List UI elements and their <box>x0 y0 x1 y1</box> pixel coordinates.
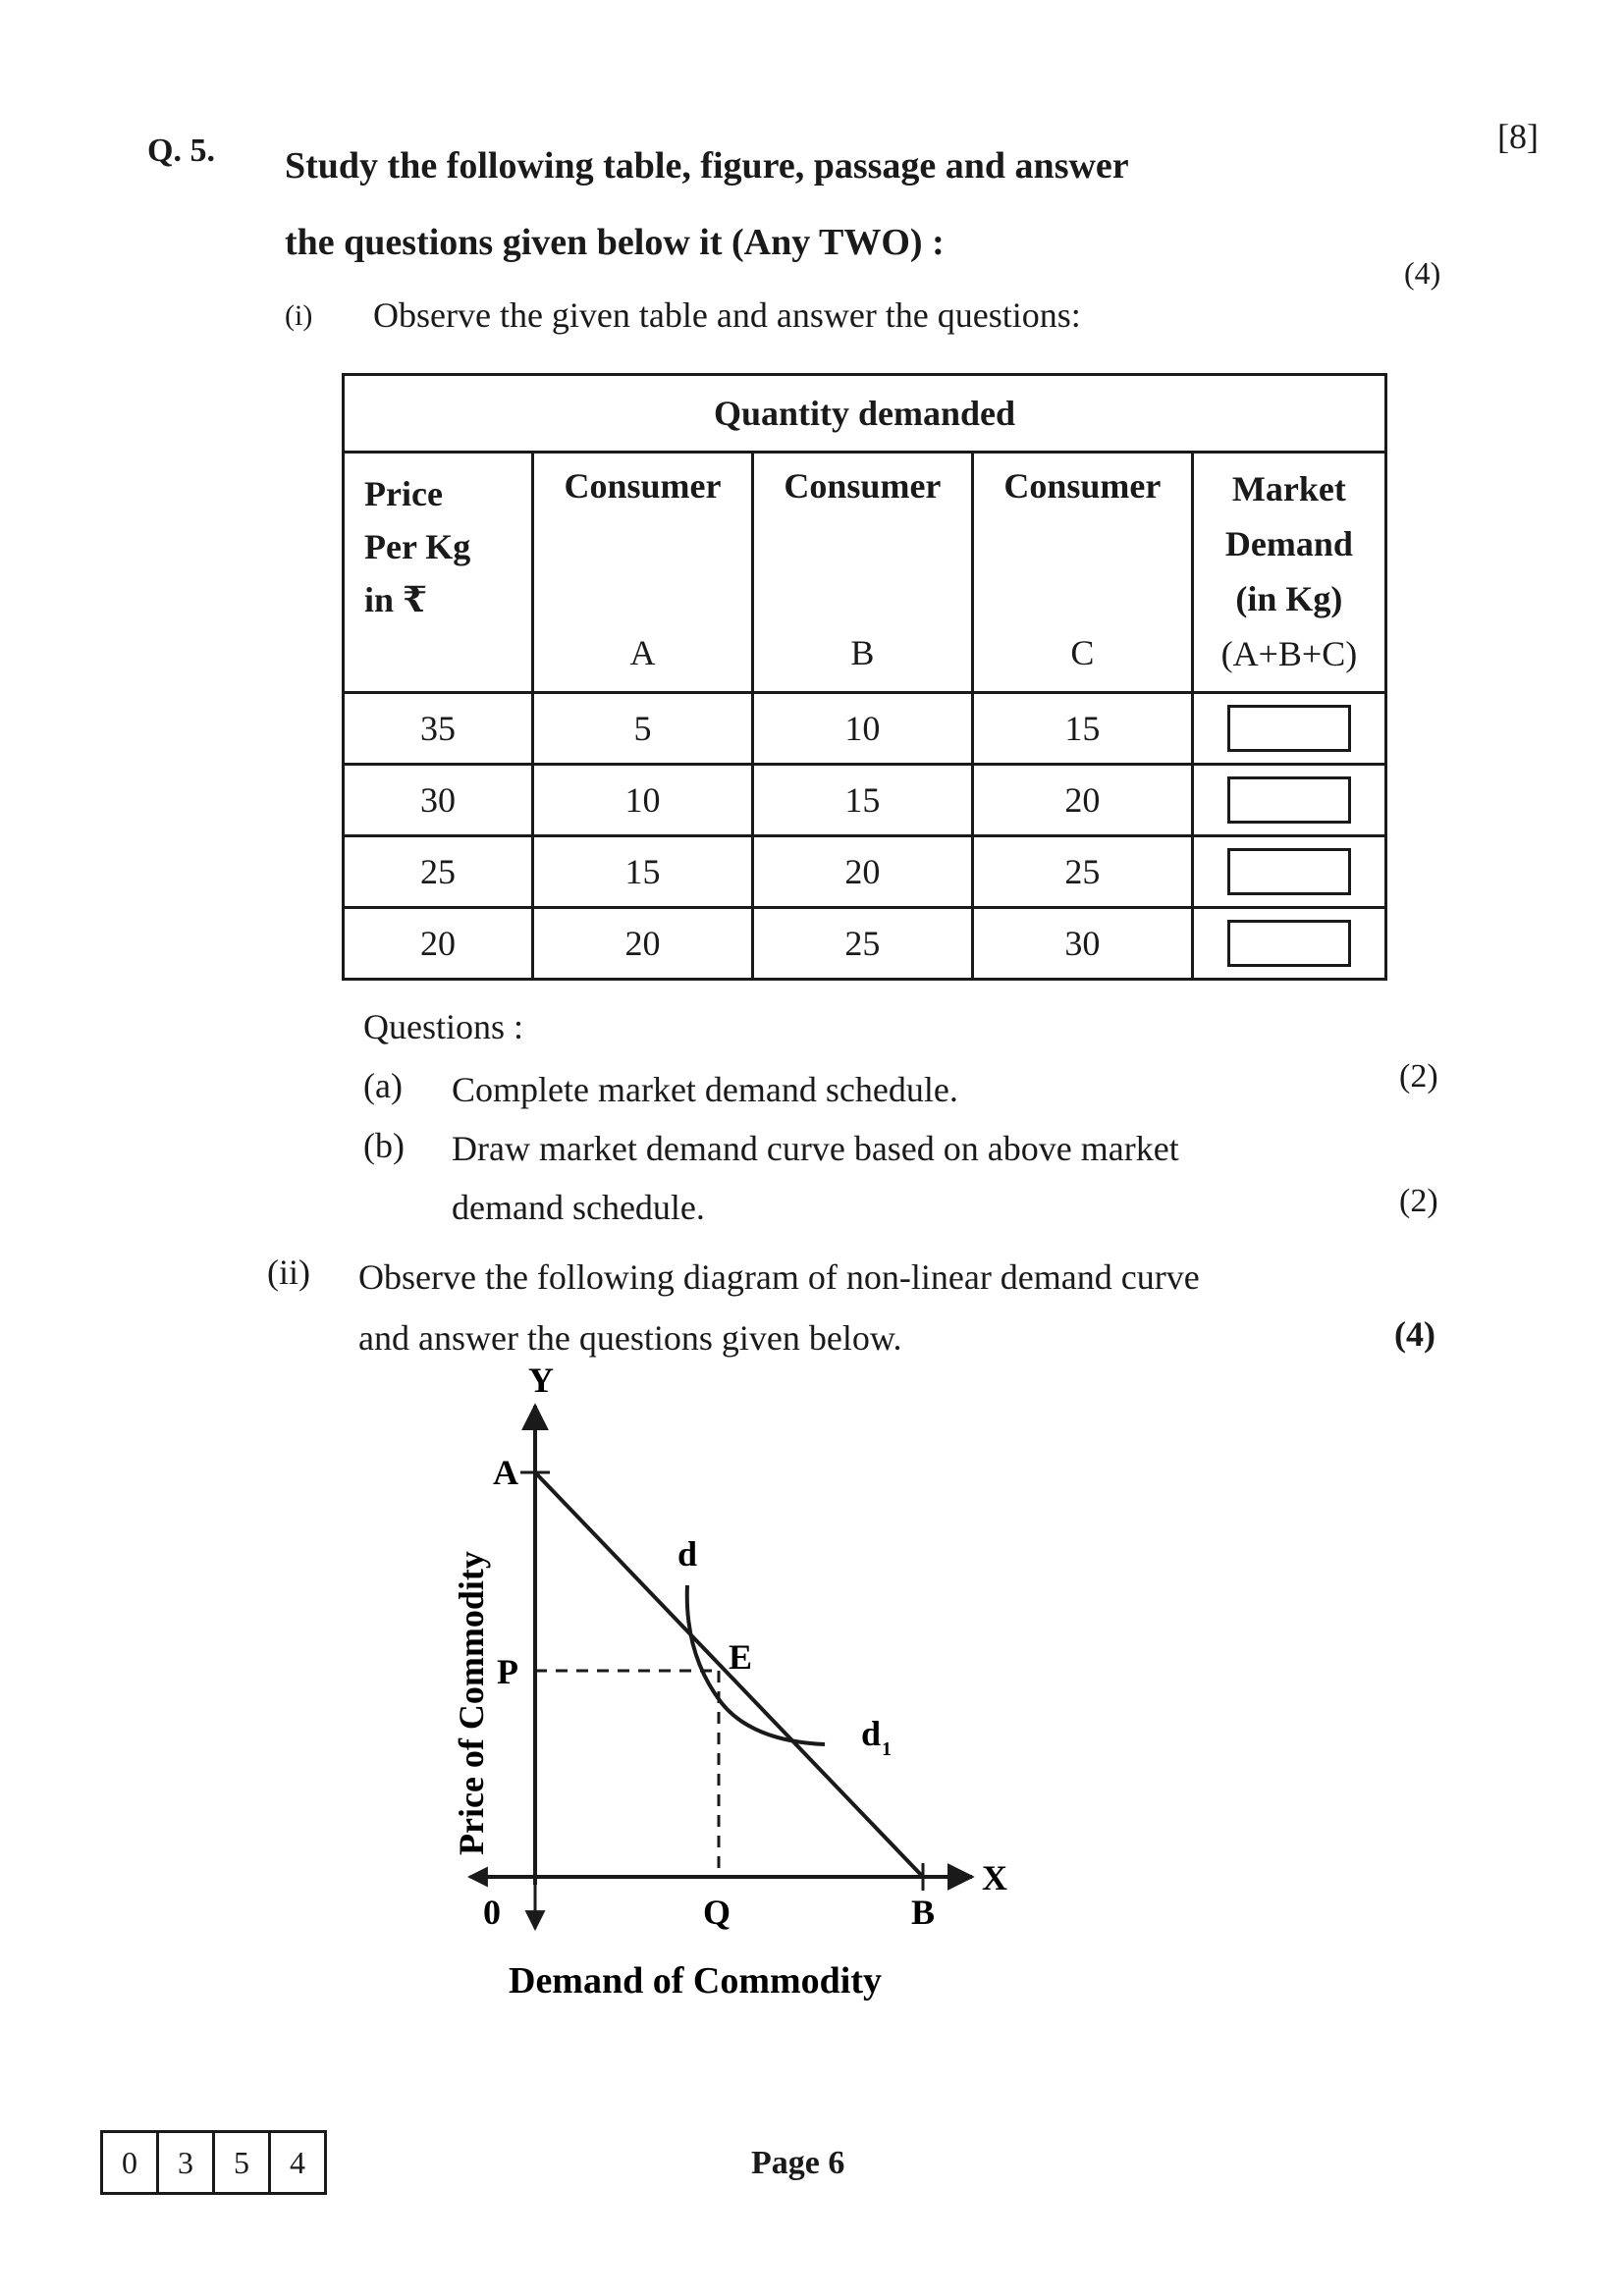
label-x-axis: X <box>982 1858 1007 1897</box>
answer-blank-box <box>1227 776 1351 824</box>
label-curve-d1-subscript: 1 <box>882 1738 892 1760</box>
question-text-line2: the questions given below it (Any TWO) : <box>285 222 945 263</box>
paper-code-box <box>100 2130 327 2195</box>
paper-code-digit: 5 <box>212 2133 268 2192</box>
page-number: Page 6 <box>751 2145 845 2181</box>
table-header-row <box>344 453 1386 693</box>
consumer-label: Consumer <box>784 466 942 506</box>
question-b-text-line1: Draw market demand curve based on above market <box>452 1129 1179 1168</box>
questions-label: Questions : <box>363 1007 524 1046</box>
price-cell: 25 <box>344 836 533 908</box>
part-ii-text <box>358 1247 1389 1368</box>
question-text <box>285 128 1365 281</box>
part-i-label: (i) <box>285 299 313 332</box>
part-ii-label: (ii) <box>267 1253 310 1292</box>
paper-code-digit: 3 <box>156 2133 212 2192</box>
question-a-letter: (a) <box>363 1066 403 1105</box>
question-a-marks: (2) <box>1399 1058 1438 1095</box>
label-y-axis-title: Price of Commodity <box>452 1551 491 1855</box>
consumer-letter: B <box>850 633 875 672</box>
table-row <box>344 693 1386 765</box>
market-header-line3: (in Kg) <box>1235 579 1343 618</box>
price-header <box>344 453 533 693</box>
label-point-e: E <box>729 1637 753 1677</box>
consumer-b-cell: 25 <box>752 908 972 980</box>
market-demand-cell <box>1192 693 1385 765</box>
paper-code-digit: 0 <box>122 2144 137 2180</box>
table-row <box>344 765 1386 836</box>
label-curve-d1: d <box>861 1714 882 1753</box>
price-cell: 30 <box>344 765 533 836</box>
question-b-text-line2: demand schedule. <box>452 1188 705 1227</box>
label-point-a: A <box>493 1453 518 1492</box>
market-demand-cell <box>1192 908 1385 980</box>
part-i-text: Observe the given table and answer the questions: <box>373 295 1081 335</box>
question-number: Q. 5. <box>147 133 215 169</box>
table-group-header-row <box>344 375 1386 453</box>
consumer-a-cell: 5 <box>533 693 753 765</box>
consumer-a-cell: 10 <box>533 765 753 836</box>
market-header-line2: Demand <box>1224 524 1353 563</box>
question-a-text: Complete market demand schedule. <box>452 1070 958 1109</box>
price-header-line1: Price <box>364 474 443 513</box>
consumer-b-cell: 10 <box>752 693 972 765</box>
market-demand-cell <box>1192 836 1385 908</box>
question-text-line1: Study the following table, figure, passage and answer <box>285 145 1129 187</box>
label-curve-d: d <box>677 1534 698 1574</box>
consumer-label: Consumer <box>564 466 722 506</box>
answer-blank-box <box>1227 705 1351 752</box>
market-formula: (A+B+C) <box>1220 634 1358 673</box>
demand-schedule-table <box>342 373 1387 981</box>
label-origin: 0 <box>483 1893 501 1932</box>
market-header-line1: Market <box>1231 469 1346 508</box>
consumer-letter: A <box>629 633 656 672</box>
question-b-text <box>452 1119 1335 1237</box>
consumer-b-cell: 20 <box>752 836 972 908</box>
label-y-axis: Y <box>528 1364 554 1400</box>
question-b-letter: (b) <box>363 1126 405 1165</box>
consumer-a-cell: 15 <box>533 836 753 908</box>
answer-blank-box <box>1227 920 1351 967</box>
price-header-line3: in ₹ <box>364 580 428 619</box>
label-point-p: P <box>497 1652 518 1691</box>
price-cell: 20 <box>344 908 533 980</box>
paper-code-digit: 4 <box>268 2133 324 2192</box>
label-x-axis-title: Demand of Commodity <box>509 1960 882 2002</box>
consumer-c-cell: 20 <box>972 765 1192 836</box>
consumer-b-cell: 15 <box>752 765 972 836</box>
table-row <box>344 836 1386 908</box>
part-i-marks: (4) <box>1404 255 1441 291</box>
consumer-label: Consumer <box>1003 466 1162 506</box>
price-header-line2: Per Kg <box>364 527 471 566</box>
market-demand-cell <box>1192 765 1385 836</box>
consumer-b-header <box>752 453 972 693</box>
consumer-a-header <box>533 453 753 693</box>
demand-curve-diagram <box>422 1364 1051 2012</box>
question-b-marks: (2) <box>1399 1183 1438 1219</box>
part-ii-text-line2: and answer the questions given below. <box>358 1318 902 1358</box>
market-demand-header <box>1192 453 1385 693</box>
nonlinear-demand-curve <box>687 1585 825 1744</box>
label-point-b: B <box>911 1893 936 1932</box>
label-point-q: Q <box>703 1893 731 1932</box>
consumer-c-header <box>972 453 1192 693</box>
consumer-c-cell: 25 <box>972 836 1192 908</box>
answer-blank-box <box>1227 848 1351 895</box>
part-ii-text-line1: Observe the following diagram of non-linear demand curve <box>358 1257 1200 1297</box>
consumer-c-cell: 30 <box>972 908 1192 980</box>
consumer-a-cell: 20 <box>533 908 753 980</box>
quantity-demanded-header: Quantity demanded <box>344 375 1386 453</box>
part-ii-marks: (4) <box>1394 1314 1435 1354</box>
consumer-letter: C <box>1070 633 1095 672</box>
consumer-c-cell: 15 <box>972 693 1192 765</box>
question-marks: [8] <box>1497 117 1539 156</box>
table-row <box>344 908 1386 980</box>
price-cell: 35 <box>344 693 533 765</box>
